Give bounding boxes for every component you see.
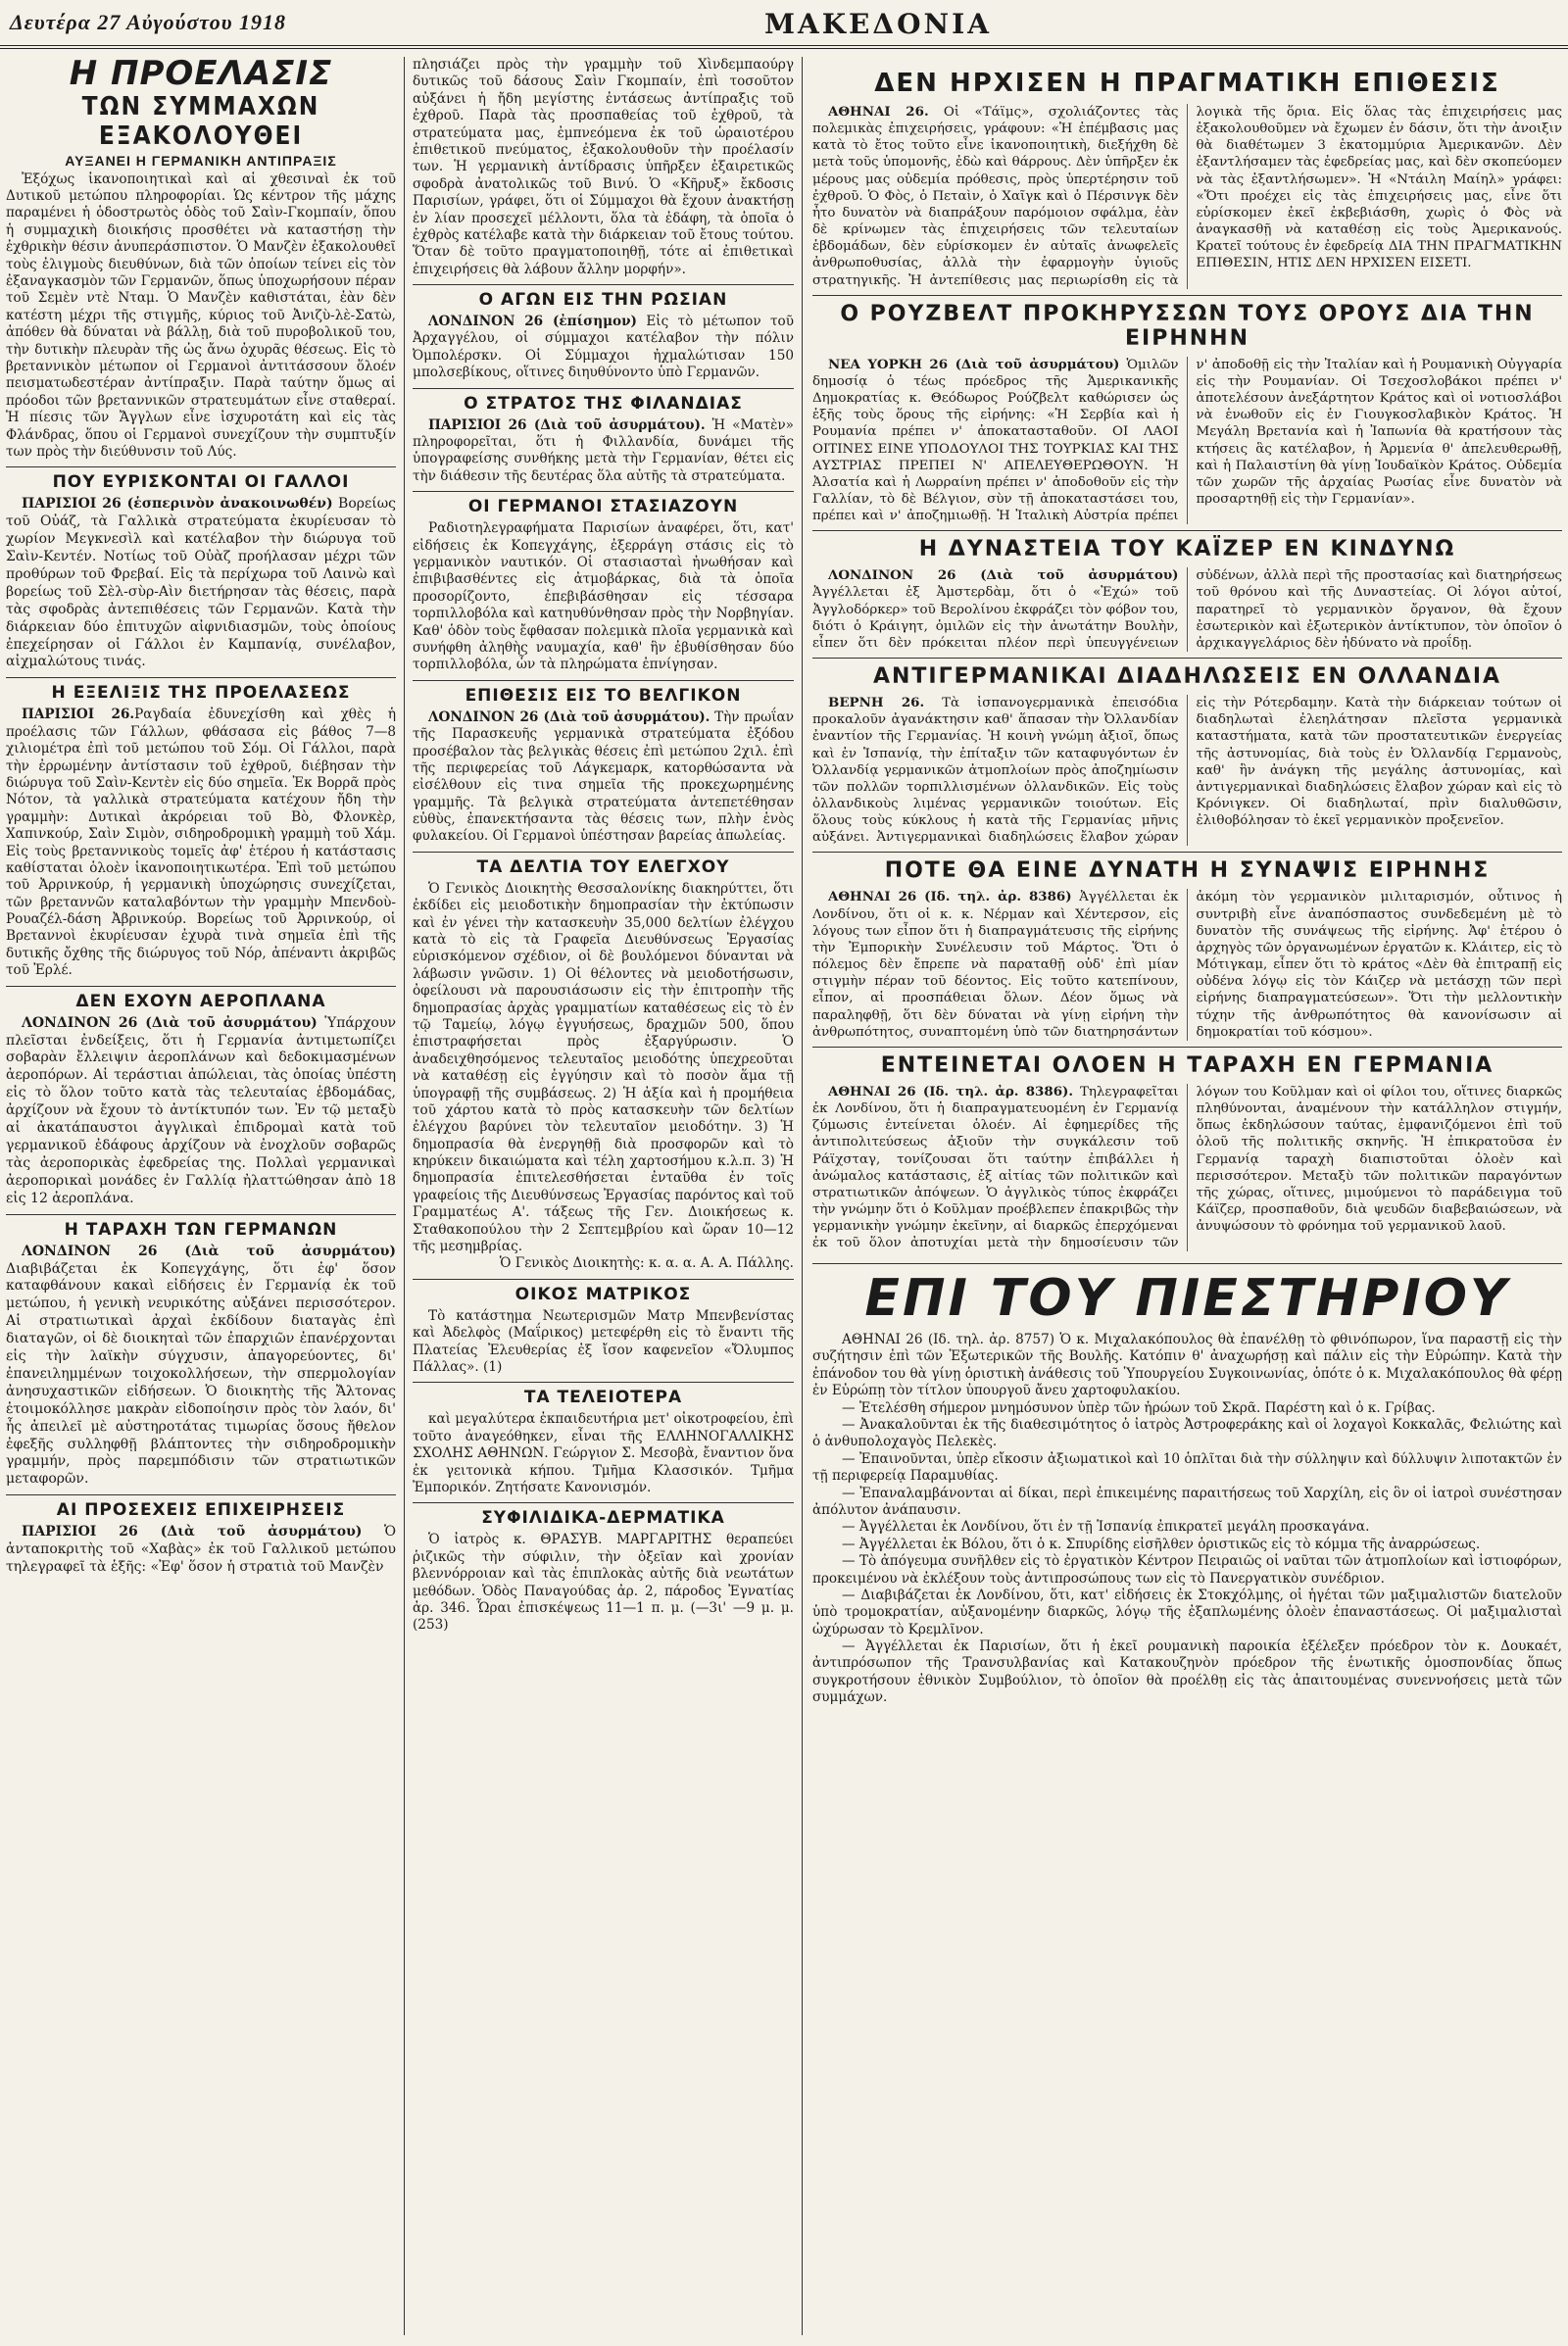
unrest-body: Διαβιβάζεται ἐκ Κοπεγχάγης, ὅτι ἐφ' ὅσον καταφθάνουν κακαὶ εἰδήσεις ἐν Γερμανίᾳ ἐκ τοῦ μετώπου, ἡ γενικὴ νευρικότης αὐξάνει περισσότερον. Αἱ στρατιωτικαὶ ἀρχαὶ ἐκδίδουν διαταγὰς ἐπὶ διαταγῶν, οἱ δὲ διοικηταὶ τῶν ἐπαρχιῶν ἐπανέρχονται εἰς τὴν λαϊκὴν σύγχυσιν, ἀπαγορεύοντες, δι' ἐπανειλημμένων τοιχοκολλήσεων, τὴν σπερμολογίαν ἀνησυχαστικῶν εἰδήσεων. Ὁ διοικητὴς τῆς Ἄλτονας ἐτοιμοκόλλησε μακρὰν εἰδοποίησιν πρὸς τὸν λαόν, δι' ἧς ἀπειλεῖ μὲ αὐστηροτάτας τιμωρίας ὅσους ἤθελον ἐφεξῆς συλληφθῇ βλάπτοντες τὴν σιδηροδρομικὴν γραμμήν, πρὸς παρεμπόδισιν τῶν στρατιωτικῶν μεταφορῶν. [6, 1260, 396, 1488]
germany-dateline: ΑΘΗΝΑΙ 26 (Ιδ. τηλ. ἀρ. 8386). [828, 1083, 1074, 1100]
article-coupons [413, 846, 794, 1273]
masthead [0, 0, 1568, 49]
press-item: — Τὸ ἀπόγευμα συνῆλθεν εἰς τὸ ἐργατικὸν Κέντρον Πειραιῶς οἱ ναῦται τῶν ἀτμοπλοίων καὶ ἰστιοφόρων, προκειμένου νὰ ἐκλέξουν τοὺς ἀντιπροσώπους των εἰς τὸ Πανεργατικὸν συνέδριον. [812, 1553, 1562, 1587]
roosevelt-headline: Ο ΡΟΥΖΒΕΛΤ ΠΡΟΚΗΡΥΣΣΩΝ ΤΟΥΣ ΟΡΟΥΣ ΔΙΑ ΤΗΝ ΕΙΡΗΝΗΝ [812, 295, 1562, 351]
newspaper-title: ΜΑΚΕΔΟΝΙΑ [764, 8, 992, 40]
article-roosevelt [812, 289, 1562, 525]
coupons-body: Ὁ Γενικὸς Διοικητὴς Θεσσαλονίκης διακηρύττει, ὅτι ἐκδίδει εἰς μειοδοτικὴν δημοπρασίαν τὴν ἐκτύπωσιν καὶ ἐν γένει τὴν κατασκευὴν 35,000 δελτίων ἐλέγχου κατὰ τὸ εἰς τὰ Γραφεῖα Διευθύνσεως Ἐργασίας εὑρισκόμενον σχέδιον, οἱ δὲ βουλόμενοι δύνανται νὰ λάβωσιν γνῶσιν. 1) Οἱ θέλοντες νὰ μειοδοτήσωσιν, ὀφείλουσι νὰ παρουσιάσωσιν εἰς τὴν ἐπιτροπὴν τῆς δημοπρασίας ἀρχὰς γραμματίων καταθέσεως εἰς τὸ ἐν τῷ Ταμείῳ, λόγῳ ἐγγυήσεως, δραχμῶν 500, ὅπου ἐπιστραφήσεται πρὸς ἐξαργύρωσιν. Ὁ ἀναδειχθησόμενος τελευταῖος μειοδότης ὑπεχρεοῦται νὰ καταθέσῃ εἰς ἐγγύησιν καὶ τὸ ποσὸν ἅμα τῇ ὑπογραφῇ τῆς συμβάσεως. 2) Ἡ ἀξία καὶ ἡ προμήθεια τοῦ χάρτου κατὰ τὸ πρὸς κατασκευὴν τῶν δελτίων ἐλέγχου βαρύνει τὸν τελευταῖον μειοδότην. 3) Ἡ δημοπρασία θὰ ἐνεργηθῇ διὰ προσφορῶν καὶ τὸ κηρύκειν δικαιώματα καὶ τέλη χαρτοσήμου κ.λ.π. 3) Ἡ δημοπρασία ἐπιτελεσθήσεται ἐνταῦθα ἐν τοῖς γραφείοις τῆς Διευθύνσεως Ἐργασίας παρόντος καὶ τοῦ Γραμματέως Α'. τάξεως τῆς Γεν. Διοικήσεως κ. Σταθακοπούλου τὴν 2 Σεπτεμβρίου καὶ ὥραν 10—12 τῆς μεσημβρίας. [413, 880, 794, 1255]
continuation-body: πλησιάζει πρὸς τὴν γραμμὴν τοῦ Χὶνδεμπαούργ δυτικῶς τοῦ δάσους Σαὶν Γκομπαίν, ἐπὶ τοσοῦτον αὐξάνει ἡ ἤδη μεγίστης ἐντάσεως ἀντίπραξις τοῦ ἐχθροῦ. Παρὰ τὰς προσπαθείας τοῦ ἐχθροῦ, τὰ στρατεύματα μας, ἐμπνεόμενα ἐκ τοῦ ὡραιοτέρου ἐπιθετικοῦ πνεύματος, ἐξακολουθοῦν τὴν προέλασίν των. Ἡ γερμανικὴ ἀντίδρασις ὑπῆρξεν ἐξαιρετικῶς σφοδρὰ ἀνατολικῶς τοῦ Βινύ. Ὁ «Κῆρυξ» ἔκδοσις Παρισίων, γράφει, ὅτι οἱ Σύμμαχοι θὰ ἔχουν ἀνακτήσῃ ἐν λίαν προσεχεῖ μέλλοντι, ὅλα τὰ ἐδάφη, τὰ ὁποῖα ὁ ἐχθρὸς κατέλαβε κατὰ τὴν διάρκειαν τοῦ ἔτους τούτου. Ὅταν δὲ τοῦτο πραγματοποιηθῇ, τότε αἱ ἐπιθετικαὶ ἐπιχειρήσεις θὰ λάβουν ἄλλην μορφήν». [413, 57, 794, 277]
press-item: — Ἀνακαλοῦνται ἐκ τῆς διαθεσιμότητος ὁ ἰατρὸς Ἀστροφεράκης καὶ οἱ λοχαγοὶ Κοκκαλᾶς, Φελιώτης καὶ ὁ ἀνθυπολοχαγὸς Πελεκὲς. [812, 1416, 1562, 1450]
unrest-headline: Η ΤΑΡΑΧΗ ΤΩΝ ΓΕΡΜΑΝΩΝ [6, 1214, 396, 1240]
lead-subheadline: ΑΥΞΑΝΕΙ Η ΓΕΡΜΑΝΙΚΗ ΑΝΤΙΠΡΑΞΙΣ [65, 152, 337, 169]
gauls-body: Βορείως τοῦ Οὐάζ, τὰ Γαλλικὰ στρατεύματα ἐκυρίευσαν τὸ χωρίον Μεγκνεσὶλ καὶ κατέλαβον τὴν διώρυγα τοῦ Σαὶν-Κεντέν. Νοτίως τοῦ Οὐὰζ προήλασαν μέχρι τῶν προθύρων τοῦ Φρεβαί. Εἰς τὰ περίχωρα τοῦ Λαινὼ καὶ βορείως τοῦ Σὲλ-σὺρ-Αὶν διετήρησαν τὰς θέσεις, παρὰ τὰς σφοδρὰς ἀντεπιθέσεις τῶν Γερμανῶν. Κατὰ τὴν διάρκειαν δύο ἐπιτυχῶν αἰφνιδιασμῶν, τοὺς ὁποίους ἐπεχείρησαν οἱ Γάλλοι ἐν Καμπανίᾳ, συνέλαβον, αἰχμαλώτους τινάς. [6, 496, 396, 670]
column-1 [6, 57, 396, 2335]
planes-headline: ΔΕΝ ΕΧΟΥΝ ΑΕΡΟΠΛΑΝΑ [6, 986, 396, 1011]
article-planes [6, 980, 396, 1208]
ops-headline: ΑΙ ΠΡΟΣΕΧΕΙΣ ΕΠΙΧΕΙΡΗΣΕΙΣ [6, 1494, 396, 1520]
household-headline: ΟΙΚΟΣ ΜΑΤΡΙΚΟΣ [413, 1279, 794, 1304]
holland-dateline: ΒΕΡΝΗ 26. [828, 695, 925, 711]
peace-headline: ΠΟΤΕ ΘΑ ΕΙΝΕ ΔΥΝΑΤΗ Η ΣΥΝΑΨΙΣ ΕΙΡΗΝΗΣ [812, 852, 1562, 883]
advance-headline: Η ΕΞΕΛΙΞΙΣ ΤΗΣ ΠΡΟΕΛΑΣΕΩΣ [6, 677, 396, 703]
article-belgium [413, 674, 794, 846]
press-item: — Διαβιβάζεται ἐκ Λονδίνου, ὅτι, κατ' εἰδήσεις ἐκ Στοκχόλμης, οἱ ἡγέται τῶν μαξιμαλιστῶν διατελοῦν ὑπὸ τρομοκρατίαν, αὐξανομένην διαρκῶς, λόγῳ τῆς ἐξαπλωμένης ὁλοὲν ἐπαναστάσεως. Οἱ μαξιμαλισταὶ ὠχύρωσαν τὸ Κρεμλῖνον. [812, 1587, 1562, 1637]
advance-dateline: ΠΑΡΙΣΙΟΙ 26. [22, 707, 135, 723]
article-kaiser [812, 524, 1562, 652]
mutiny-body: Ραδιοτηλεγραφήματα Παρισίων ἀναφέρει, ὅτι, κατ' εἰδήσεις ἐκ Κοπεγχάγης, ἐξερράγη στάσις εἰς τὸ γερμανικὸν ναυτικόν. Οἱ στασιασταὶ ἠνωθήσαν καὶ ἐπιβιβασθέντες εἰς ἀτμοβάρκας, διὰ τὰ ὁποῖα προσορίζοντο, ἐπεβιβάσθησαν εἰς τέσσαρα τορπιλλοβόλα καὶ κατηυθύνθησαν πρὸς τὴν Νορβηγίαν. Καθ' ὁδὸν τοὺς ἔφθασαν πολεμικὰ πλοῖα γερμανικὰ καὶ συνήφθη ἀληθὴς ναυμαχία, καθ' ἣν ἐβυθίσθησαν δύο τορπιλλοβόλα, ὧν τὰ πληρώματα ἐπνίγησαν. [413, 520, 794, 673]
lead-body: Ἐξόχως ἱκανοποιητικαὶ καὶ αἱ χθεσιναὶ ἐκ τοῦ Δυτικοῦ μετώπου πληροφορίαι. Ὡς κέντρον τῆς μάχης παραμένει ἡ ὁδοστρωτὸς ὁδὸς τοῦ Σαὶν-Γκομπαίν, ὅπου ἡ συμμαχικὴ διοικήσις προσθέτει νὰ καταστήσῃ τὴν ἐχθρικὴν θέσιν ἀνυπεράσπιστον. Ὁ Μανζὲν ἐξακολουθεῖ τοὺς ἐλιγμοὺς διευθύνων, διὰ τῶν ὁποίων τείνει εἰς τὸν ἐξαναγκασμὸν τῶν Γερμανῶν, ὅπως ὑποχωρήσουν πέραν τοῦ Σεμὲν ντὲ Νταμ. Ὁ Μανζὲν καθιστάται, ἐὰν δὲν κατέστη μέχρι τῆς στιγμῆς, κύριος τοῦ Ἀνιζὺ-λὲ-Σατὼ, ἀπόθεν θὰ δύναται νὰ βάλλῃ, διὰ τοῦ πυροβολικοῦ του, τὴν δυτικὴν πλευρὰν τῆς ὡς ἄνω ὀχυρᾶς θέσεως. Εἰς τὸ βρεταννικὸν μέτωπον οἱ Γερμανοὶ ἀντιτάσσουν ὅλοέν πεισματωδεστέραν ἀντίπραξιν. Παρὰ ταύτην ὅμως αἱ πρόοδοι τῶν βρεταννικῶν στρατευμάτων εἶνε σταθεραί. Ἡ πίεσις τῶν Ἄγγλων εἶνε ἰσχυροτάτη καὶ εἰς τὰς Φλάνδρας, ὅπου οἱ Γερμανοὶ συνεχίζουν τὴν συμπτυξίν των πρὸς τὴν διεύθυνσιν τοῦ Λύς. [6, 171, 396, 460]
planes-dateline: ΛΟΝΔΙΝΟΝ 26 (Διὰ τοῦ ἀσυρμάτου) [22, 1014, 318, 1031]
russia-body: Εἰς τὸ μέτωπον τοῦ Ἀρχαγγέλου, οἱ σύμμαχοι κατέλαβον τὴν πόλιν Ὀμπολέρσκν. Οἱ Σύμμαχοι ἠχμαλώτισαν 150 μπολσεβίκους, οἵτινες διηυθύνοντο ὑπὸ Γερμανῶν. [413, 314, 794, 381]
article-real-attack [812, 57, 1562, 289]
school-body: καὶ μεγαλύτερα ἐκπαιδευτήρια μετ' οἰκοτροφείου, ἐπὶ τοῦτο ἀναγεόθηκεν, εἶναι τῆς ΕΛΛΗΝΟΓΑΛΛΙΚΗΣ ΣΧΟΛΗΣ ΑΘΗΝΩΝ. Γεώργιον Σ. Μεσοβὰ, ἔναντιον ὅνα ἐκ γειτονικὰ κήπου. Τμῆμα Κλασσικόν. Τμῆμα Ἐμπορικόν. Ζητήσατε Κανονισμόν. [413, 1411, 794, 1495]
kaiser-body: Ἀγγέλλεται ἐξ Ἀμστερδὰμ, ὅτι ὁ «Ἐχώ» τοῦ Ἀγγλοδόρκερ» τοῦ Βερολίνου ἐκφράζει τὸν φόβον του, διότι ὁ Κράιγητ, ὁμιλῶν εἰς τὴν ἀνωτάτην Βουλὴν, εἶπεν ὅτι δὲν πρόκειται πλέον περὶ ὑπευγγένειων σὐδένων, ἀλλὰ περὶ τῆς προστασίας καὶ διατηρήσεως τοῦ θρόνου καὶ τῆς Δυναστείας. Οἱ λόγοι αὐτοί, παρατηρεῖ τὸ γερμανικὸν ὄργανον, θὰ ἔχουν ἐσωτερικὸν καὶ ἐξωτερικὸν ἀντίκτυπον, τὸν ὁποῖον ὁ ἀρχικαγγελάριος δὲν ἠδύνατο νὰ προΐδῃ. [812, 568, 1562, 651]
belgium-dateline: ΛΟΝΔΙΝΟΝ 26 (Διὰ τοῦ ἀσυρμάτου). [428, 709, 710, 725]
article-press [812, 1251, 1562, 1706]
real-attack-body: Οἱ «Τάϊμς», σχολιάζοντες τὰς πολεμικὰς ἐπιχειρήσεις, γράφουν: «Ἡ ἐπέμβασις μας κατὰ τὸ ἔτος τοῦτο εἶνε ἱκανοποιητικὴ, διεξήχθη δὲ μετὰ τοῦς ὑπομονῆς, ἐδὼ καὶ θάρρους. Δὲν ὑπῆρξεν ἐκ μέρους μας οὐδεμία πρόθεσις, πρὸς ὑπερτέρησιν τοῦ ἐχθροῦ. Ὁ Φὸς, ὁ Πεταὶν, ὁ Χαῖγκ καὶ ὁ Πέρσινγκ δὲν ἦτο δυνατὸν νὰ διαπράξουν παρόμοιον σφάλμα, ἐὰν δὲ κρίνωμεν τὰς ἐπιχειρήσεις τῶν τελευταίων ἑβδομάδων, δὲν εὑρίσκομεν ἐν αὐταῖς ἀνωφελεῖς ἀνθρωποθυσίας, ἀλλὰ τὴν ἐφαρμογὴν ὑγιοῦς στρατηγικῆς. Ἡ ἀντεπίθεσις μας περιωρίσθη εἰς τὰ λογικὰ τῆς ὅρια. Εἰς ὅλας τὰς ἐπιχειρήσεις μας ἐξακολουθοῦμεν νὰ ἔχωμεν ἐν δάσιν, ὅτι τὴν ἀνοιξιν θὰ διαθέτωμεν 3 ἑκατομμύρια Ἀμερικανῶν. Δὲν ἐξαντλήσαμεν τὰς ἐφεδρείας μας, καὶ δὲν σκοπεύομεν νὰ τὰς ἐξαντλήσωμεν». Ἡ «Ντάιλη Μαίηλ» γράφει: «Ὅτι προέχει εἰς τὰς ἐπιχειρήσεις μας, εἶνε ὅτι εὑρίσκομεν ἐκεῖ ἐκβεβιάσθη, χωρὶς ὁ Φὸς νὰ ἀναγκασθῇ νὰ καταθέσῃ εἰς τοὺς Ἀμερικανούς. Κρατεῖ τούτους ἐν ἐφεδρείᾳ ΔΙΑ ΤΗΝ ΠΡΑΓΜΑΤΙΚΗΝ ΕΠΙΘΕΣΙΝ, ΗΤΙΣ ΔΕΝ ΗΡΧΙΣΕΝ ΕΙΣΕΤΙ. [812, 105, 1562, 288]
press-item: — Ἐπαινοῦνται, ὑπὲρ εἴκοσιν ἀξιωματικοὶ καὶ 10 ὁπλῖται διὰ τὴν σύλληψιν καὶ δύλλυψιν λιποτακτῶν ἐν τῇ περιφερείᾳ Παραμυθίας. [812, 1450, 1562, 1485]
russia-dateline: ΛΟΝΔΙΝΟΝ 26 (ἐπίσημον) [428, 314, 637, 330]
planes-body: Ὑπάρχουν πλεῖσται ἐνδείξεις, ὅτι ἡ Γερμανία ἀντιμετωπίζει σοβαρὰν ἔλλειψιν ἀεροπλάνων καὶ δεδοκιμασμένων ἀεροπόρων. Αἱ τεράστιαι ἀπώλειαι, τὰς ὁποίας ὑπέστη εἰς τὸ ὅλον τοῦτο κατὰ τὰς τελευταίας ἑβδομάδας, ἀρχίζουν νὰ ἔχουν τὸ ἀντίκτυπόν των. Ἐν τῷ μεταξὺ αἱ ἀκατάπαυστοι ἀγγλικαὶ ἐπιδρομαὶ κατὰ τοῦ γερμανικοῦ ἐδάφους ἀρχίζουν νὰ ἐνοχλοῦν σοβαρῶς τὰς ἀεροπορικὰς ἐφεδρείας της. Πολλαὶ γερμανικαὶ ἀεροπορικαὶ μονάδες ἐν Γαλλίᾳ ἠλαττώθησαν ἀπὸ 18 εἰς 12 ἀεροπλάνα. [6, 1014, 396, 1206]
coupons-signature: Ὁ Γενικὸς Διοικητὴς: κ. α. α. Α. Α. Πάλλης. [499, 1255, 794, 1272]
press-item: — Ἀγγέλλεται ἐκ Λονδίνου, ὅτι ἐν τῇ Ἱσπανίᾳ ἐπικρατεῖ μεγάλη προσκαγάνα. [842, 1519, 1370, 1536]
article-mutiny [413, 485, 794, 674]
unrest-dateline: ΛΟΝΔΙΝΟΝ 26 (Διὰ τοῦ ἀσυρμάτου) [22, 1243, 396, 1259]
ops-body: Ὁ ἀνταποκριτὴς τοῦ «Χαβὰς» ἐκ τοῦ Γαλλικοῦ μετώπου τηλεγραφεῖ τὰ ἑξῆς: «Ἐφ' ὅσον ἡ στρατιὰ τοῦ Μανζὲν [6, 1524, 396, 1576]
finland-dateline: ΠΑΡΙΣΙΟΙ 26 (Διὰ τοῦ ἀσυρμάτου). [428, 416, 706, 433]
article-gauls [6, 461, 396, 671]
finland-headline: Ο ΣΤΡΑΤΟΣ ΤΗΣ ΦΙΛΑΝΔΙΑΣ [413, 388, 794, 414]
article-holland [812, 652, 1562, 846]
coupons-headline: ΤΑ ΔΕΛΤΙΑ ΤΟΥ ΕΛΕΓΧΟΥ [413, 852, 794, 877]
article-russia [413, 278, 794, 382]
doctor-body: Ὁ ἰατρὸς κ. ΘΡΑΣΥΒ. ΜΑΡΓΑΡΙΤΗΣ θεραπεύει ῥιζικῶς τὴν σύφιλιν, τὴν ὀξεῖαν καὶ χρονίαν βλεννόρροιαν καὶ τὰς ἐπιπλοκὰς αὐτῆς διὰ νεωτάτων μεθόδων. Ὁδὸς Παναγούδας ἀρ. 2, πάροδος Ἐγνατίας ἀρ. 346. Ὧραι ἐπισκέψεως 11—1 π. μ. (—3ι' —9 μ. μ. (253) [413, 1532, 794, 1634]
press-item: — Ἐτελέσθη σήμερον μνημόσυνον ὑπὲρ τῶν ἡρώων τοῦ Σκρᾶ. Παρέστη καὶ ὁ κ. Γρίβας. [842, 1399, 1436, 1416]
doctor-headline: ΣΥΦΙΛΙΔΙΚΑ-ΔΕΡΜΑΤΙΚΑ [413, 1502, 794, 1528]
article-peace [812, 846, 1562, 1040]
gauls-dateline: ΠΑΡΙΣΙΟΙ 26 (ἑσπερινὸν ἀνακοινωθέν) [22, 496, 333, 513]
lead-headline: Η ΠΡΟΕΛΑΣΙΣ [69, 57, 333, 93]
ops-dateline: ΠΑΡΙΣΙΟΙ 26 (Διὰ τοῦ ἀσυρμάτου) [22, 1524, 363, 1540]
germany-body: Τηλεγραφεῖται ἐκ Λονδίνου, ὅτι ἡ διαπραγματευομένη ἐν Γερμανίᾳ ζύμωσις ἐντείνεται ὁλοέν. Αἱ ἐφημερίδες τῆς ἀντιπολιτεύσεως ἀξιοῦν τὴν συγκάλεσιν τοῦ Ράϊχσταγ, τονίζουσαι ὅτι ταύτην ἐπιβάλλει ἡ ἀνώμαλος κατάστασις, ἐξ αἰτίας τῶν πολιτικῶν καὶ στρατιωτικῶν ἀπόψεων. Ὁ ἀγγλικὸς τύπος ἐκφράζει τὴν γνώμην ὅτι ὁ Κοῦλμαν προέβλεπεν ἐπακριβῶς τὴν γερμανικὴν γνώμην ἐκεῖνην, αἱ διαρκῶς ἐπερχόμεναι ἐκ τοῦ ὅλον ἀποτυχίαι μετὰ τὴν δημοσίευσιν τῶν λόγων του Κοῦλμαν καὶ οἱ φίλοι του, οἵτινες διαρκῶς πληθύνονται, ἀναμένουν τὴν κατάλληλον στιγμήν, ὅπως ἐκδηλώσουν ταύτας, ἐμφανιζόμενοι ἐπὶ τοῦ ὁλοῦ τῆς πολιτικῆς σκηνῆς. Ἡ ἐπικρατοῦσα ἐν Γερμανίᾳ ταραχὴ διαπιστοῦται ὁλοὲν καὶ περισσότερον. Μεταξὺ τῶν πολιτικῶν παραγόντων τῆς χώρας, οἵτινες, μιμούμενοι τὸ παράδειγμα τοῦ Κάϊζερ, προσπαθοῦν, διὰ ψευδῶν διαβεβαιώσεων, νὰ ἀνυψώσουν τὸ φρόνημα τοῦ γερμανικοῦ λαοῦ. [812, 1084, 1562, 1251]
gauls-headline: ΠΟΥ ΕΥΡΙΣΚΟΝΤΑΙ ΟΙ ΓΑΛΛΟΙ [6, 466, 396, 492]
article-continuation [413, 57, 794, 278]
peace-dateline: ΑΘΗΝΑΙ 26 (Ιδ. τηλ. ἀρ. 8386) [828, 889, 1072, 905]
press-item: — Ἐπαναλαμβάνονται αἱ δίκαι, περὶ ἐπικειμένης παραιτήσεως τοῦ Χαρχίλη, εἰς ὃν οἱ ἰατροὶ συνέστησαν ἀπόλυτον ἀνάπαυσιν. [812, 1485, 1562, 1518]
peace-body: Ἀγγέλλεται ἐκ Λονδίνου, ὅτι οἱ κ. κ. Νέρμαν καὶ Χέντερσον, εἰς λόγους των εἶπον ὅτι ἡ διαπραγμάτευσις τῆς εἰρήνης τὴν Ἐμπορικὴν Συνέλευσιν τοῦ Μάρτος. Ὅτι ὁ πόλεμος δὲν ἔπρεπε νὰ παραταθῇ οὐδ' ἐπὶ μίαν στιγμὴν πέραν τοῦ δέοντος. Εἰς τοῦτο κατεπίνουν, εἶπον, αἱ προσπάθειαι ὅλων. Δέον ὅμως νὰ παραληφθῇ, ὅτι δὲν δύναται νὰ γίνῃ εἰρήνη τὴν ἀνθρωπότητος, συναπτομένη ὑπὸ τῶν διατηρησάντων ἀκόμη τὸν γερμανικὸν μιλιταρισμόν, οὗτινος ἡ συντριβὴ εἶνε ἀναπόσπαστος συνδεδεμένη μὲ τὸ δυνατὸν τῆς συνάψεως τῆς εἰρήνης. Ἀφ' ἑτέρου ὁ ἀρχηγὸς τῶν ὀργανωμένων ἐργατῶν κ. Κλάιτερ, εἰς τὸ Μότιγκαμ, εἶπεν ὅτι τὸ κράτος «Δὲν θὰ ἐπιτραπῇ εἰς οὐδένα λόγῳ εἰς τὸν Κάιζερ νὰ μετάσχῃ τῶν περὶ εἰρήνης διαπραγματεύσεων». Ὅτι τὴν μελλοντικὴν τύχην τῆς ἀνθρωπότητος θὰ κανονίσωσιν αἱ δημοκρατίαι τοῦ κόσμου». [812, 890, 1562, 1040]
lead-headline-2: ΤΩΝ ΣΥΜΜΑΧΩΝ ΕΞΑΚΟΛΟΥΘΕΙ [81, 91, 320, 151]
holland-headline: ΑΝΤΙΓΕΡΜΑΝΙΚΑΙ ΔΙΑΔΗΛΩΣΕΙΣ ΕΝ ΟΛΛΑΝΔΙΑ [812, 658, 1562, 689]
kaiser-dateline: ΛΟΝΔΙΝΟΝ 26 (Διὰ τοῦ ἀσυρμάτου) [828, 567, 1179, 584]
ad-doctor [413, 1496, 794, 1634]
article-unrest [6, 1208, 396, 1490]
press-item: — Ἀγγέλλεται ἐκ Παρισίων, ὅτι ἡ ἐκεῖ ρουμανικὴ παροικία ἐξέλεξεν πρόεδρον τὸν κ. Δουκαέτ, ἀντιπρόσωπον τῆς Τρανσυλβανίας καὶ Κατακουζηνὸν πρόεδρον τῆς ἑνωτικῆς ὁμοσπονδίας ὅπως συγκροτήσουν ἐθνικὸν Συμβούλιον, τὸ ὁποῖον θὰ προέλθῃ εἰς τὰς ἀπαιτουμένας συνεννοήσεις μετὰ τῶν συμμάχων. [812, 1638, 1562, 1706]
mutiny-headline: ΟΙ ΓΕΡΜΑΝΟΙ ΣΤΑΣΙΑΖΟΥΝ [413, 491, 794, 516]
finland-body: Ἡ «Ματὲν» πληροφορεῖται, ὅτι ἡ Φιλλανδία, δυνάμει τῆς ὑπογραφείσης συνθήκης μετὰ τὴν Γερμανίαν, θέτει εἰς τὴν διάθεσιν τῆς δευτέρας ὅλα αὐτῆς τὰ στρατεύματα. [413, 416, 794, 484]
belgium-body: Τὴν πρωΐαν τῆς Παρασκευῆς γερμανικὰ στρατεύματα ἐξόδου προσέβαλον τὰς βελγικὰς θέσεις ἐπὶ μετώπου 2χιλ. ἐπὶ τῆς περιφερείας τοῦ Λάγκεμαρκ, κατορθώσαντα νὰ εἰσέλθουν εἰς τινα σημεῖα τῆς προκεχωρημένης γραμμῆς. Τὰ βελγικὰ στρατεύματα ἀντεπετέθησαν εὐθὺς, ἐπανεκτήσαντα τὰς θέσεις των, πλὴν ἑνὸς φυλακείου. Οἱ Γερμανοὶ ὑπέστησαν βαρείας ἀπωλείας. [413, 709, 794, 845]
kaiser-headline: Η ΔΥΝΑΣΤΕΙΑ ΤΟΥ ΚΑΪΖΕΡ ΕΝ ΚΙΝΔΥΝΩ [812, 530, 1562, 562]
belgium-headline: ΕΠΙΘΕΣΙΣ ΕΙΣ ΤΟ ΒΕΛΓΙΚΟΝ [413, 680, 794, 706]
article-advance [6, 671, 396, 979]
press-item: ΑΘΗΝΑΙ 26 (Ιδ. τηλ. ἀρ. 8757) Ὁ κ. Μιχαλακόπουλος θὰ ἐπανέλθῃ τὸ φθινόπωρον, ἵνα παραστῇ εἰς τὴν συζήτησιν ἐπὶ τῶν Ἐξωτερικῶν τῆς Βουλῆς. Κατόπιν θ' ἀναχωρήσῃ καὶ πάλιν εἰς τὴν Εὐρώπην. Κατὰ τὴν ἐπάνοδον του θὰ γίνῃ ὁριστικὴ ἀνάθεσις τοῦ Ὑπουργείου Συγκοινωνίας, ὁπότε ὁ κ. Μιχαλακόπουλος θὰ φέρῃ ἐν Εὐρώπῃ τὸν τίτλον ὑπουργοῦ ἄνευ χαρτοφυλακίου. [812, 1332, 1562, 1399]
roosevelt-dateline: ΝΕΑ ΥΟΡΚΗ 26 (Διὰ τοῦ ἀσυρμάτου) [828, 356, 1120, 372]
real-attack-headline: ΔΕΝ ΗΡΧΙΣΕΝ Η ΠΡΑΓΜΑΤΙΚΗ ΕΠΙΘΕΣΙΣ [874, 69, 1500, 98]
germany-headline: ΕΝΤΕΙΝΕΤΑΙ ΟΛΟΕΝ Η ΤΑΡΑΧΗ ΕΝ ΓΕΡΜΑΝΙΑ [812, 1047, 1562, 1078]
article-ops [6, 1489, 396, 1577]
holland-body: Τὰ ἱσπανογερμανικὰ ἐπεισόδια προκαλοῦν ἀγανάκτησιν καθ' ἅπασαν τὴν Ὀλλανδίαν ἐναντίον τῆς Γερμανίας. Ἡ κοινὴ γνώμη ἀξιοῖ, ὅπως καὶ ἐν Ἱσπανίᾳ, τὴν ἐπίταξιν τῶν καταφυγόντων ἐν Ὀλλανδίᾳ γερμανικῶν ἀτμοπλοίων πρὸς ἀποζημίωσιν τῶν πολλῶν τορπιλλισμένων ὀλλανδικῶν. Εἰς τοὺς ὀλλανδικοὺς λιμένας γερμανικῶν τοιούτων. Εἰς ὅλους τοὺς κύκλους ἡ κατὰ τῆς Γερμανίας μῆνις αὐξάνει. Ἀντιγερμανικαὶ διαδηλώσεις ἔλαβον χώραν εἰς τὴν Ρότερδαμην. Κατὰ τὴν διάρκειαν τούτων οἱ διαδηλωταὶ ἐλεηλάτησαν πλεῖστα γερμανικὰ καταστήματα, κατὰ τῶν προστατευτικῶν ἐνεργείας τῆς ἀστυνομίας, διὰ τοὺς ἐν Ὀλλανδίᾳ Γερμανοὺς, καθ' ἣν ἀνάγκη τῆς μεγάλης ἀστυνομίας, καὶ ἀντιγερμανικαὶ διαδηλώσεις ἔλαβον χώραν καὶ εἰς τὸ Κρόνιγκεν. Οἱ διαδηλωταί, πρὶν διαλυθῶσιν, ἐλιθοβόλησαν τὸ ἐκεῖ γερμανικὸν προξενεῖον. [812, 696, 1562, 846]
ad-school [413, 1376, 794, 1496]
advance-body: Ραγδαία ἐδυνεχίσθη καὶ χθὲς ἡ προέλασις τῶν Γάλλων, φθάσασα εἰς βάθος 7—8 χιλιομέτρα ἐπὶ τοῦ μετώπου τοῦ Σόμ. Οἱ Γάλλοι, παρὰ τὴν ἐρρωμένην ἀντίστασιν τοῦ ἐχθροῦ, διέβησαν τὴν διώρυγα τοῦ Σαὶν-Κεντὲν εἰς δύο σημεῖα. Ἐκ Βορρᾶ πρὸς Νότον, τὰ γαλλικὰ στρατεύματα κατέχουν ἤδη τὴν γραμμὴν: Δυτικαὶ ἀκρόρειαι τοῦ Βὸ, Φλονκὲρ, Χαπινκούρ, Σαὶν Σιμὸν, σιδηροδρομικὴ γραμμὴ τοῦ Χάμ. Εἰς τοὺς βρεταννικοὺς τομεῖς ἀφ' ἑτέρου ἡ κατάστασις καθίσταται ὁλοὲν ἱκανοποιητικωτέρα. Ἐπὶ τοῦ μετώπου τοῦ Ἀρρινκούρ, ἡ γερμανικὴ ὑποχώρησις συνεχίζεται, τῶν βρεταννῶν καταλαβόντων τὴν γραμμὴν Μπενδοὺ-Ρουαζέλ-δάση Ἀβρινκούρ. Βορείως τοῦ Ἀρρινκούρ, οἱ Βρεταννοὶ ἐκυρίευσαν ἐχυρὰ τινὰ σημεῖα ἐπὶ τῆς δυτικῆς ὄχθης τῆς διώρυγος τοῦ Νόρ, ἀπέναντι ἀκριβῶς τοῦ Ἐρλέ. [6, 707, 396, 979]
household-body: Τὸ κατάστημα Νεωτερισμῶν Ματρ Μπενβενίστας καὶ Ἀδελφὸς (Μαΐρικος) μετεφέρθη εἰς τὸ ἔναντι τῆς Πλατείας Ἐλευθερίας ἐξ ἴσον καφενεῖον «Ὄλυμπος Πάλλας». (1) [413, 1307, 794, 1375]
school-headline: ΤΑ ΤΕΛΕΙΟΤΕΡΑ [413, 1382, 794, 1407]
column-2 [404, 57, 794, 2335]
article-germany [812, 1041, 1562, 1252]
roosevelt-body: Ὁμιλῶν δημοσίᾳ ὁ τέως πρόεδρος τῆς Ἀμερικανικῆς Δημοκρατίας κ. Θεόδωρος Ρούζβελτ καθώρισεν ὡς ἑξῆς τοὺς ὅρους τῆς εἰρήνης: «Ἡ Σερβία καὶ ἡ Ρουμανία πρέπει ν' ἀποκατασταθοῦν. ΟΙ ΛΑΟΙ ΟΙΤΙΝΕΣ ΕΙΝΕ ΥΠΟΔΟΥΛΟΙ ΤΗΣ ΤΟΥΡΚΙΑΣ ΚΑΙ ΤΗΣ ΑΥΣΤΡΙΑΣ ΠΡΕΠΕΙ Ν' ΑΠΕΛΕΥΘΕΡΩΘΟΥΝ. Ἡ Ἀλσατία καὶ ἡ Λωρραίνη πρέπει ν' ἀποδοθοῦν εἰς τὴν Γαλλίαν, τὸ δὲ Βέλγιον, σὺν τῇ ἀποκαταστάσει του, πρέπει καὶ ν' ἀποζημιωθῇ. Ἡ Ἰταλικὴ Αὐστρία πρέπει ν' ἀποδοθῇ εἰς τὴν Ἰταλίαν καὶ ἡ Ρουμανικὴ Οὐγγαρία εἰς τὴν Ρουμανίαν. Οἱ Τσεχοσλοβάκοι πρέπει ν' ἀποτελέσουν ἀνεξάρτητον Κράτος καὶ οἱ νοτιοσλάβοι νὰ ἑνωθοῦν εἰς ἐν Γιουγκοσλαβικὸν Κράτος. Ἡ Μεγάλη Βρετανία καὶ ἡ Ἰαπωνία θὰ κρατήσουν τὰς κτήσεις ἃς κατέλαβον, ἡ Ἀρμενία θ' ἀπελευθερωθῇ, καὶ ἡ Παλαιστίνη θὰ γίνῃ Ἰουδαϊκὸν Κράτος. Οὐδεμία τῶν χωρῶν τῆς ἀρχαίας Ρωσίας εἶνε δυνατὸν νὰ προσαρτηθῇ εἰς τὴν Γερμανίαν». [812, 357, 1562, 524]
column-wide [802, 57, 1562, 2335]
article-finland [413, 382, 794, 486]
issue-date: Δευτέρα 27 Αὐγούστου 1918 [10, 10, 287, 34]
russia-headline: Ο ΑΓΩΝ ΕΙΣ ΤΗΝ ΡΩΣΙΑΝ [413, 284, 794, 310]
press-item: — Ἀγγέλλεται ἐκ Βόλου, ὅτι ὁ κ. Σπυρίδης εἰσῆλθεν ὁριστικῶς εἰς τὸ κόμμα τῆς ἀναρρώσεως. [842, 1536, 1481, 1552]
article-lead [6, 57, 396, 461]
ad-household [413, 1273, 794, 1377]
real-attack-dateline: ΑΘΗΝΑΙ 26. [828, 104, 929, 120]
press-headline: ΕΠΙ ΤΟΥ ΠΙΕΣΤΗΡΙΟΥ [812, 1263, 1562, 1326]
